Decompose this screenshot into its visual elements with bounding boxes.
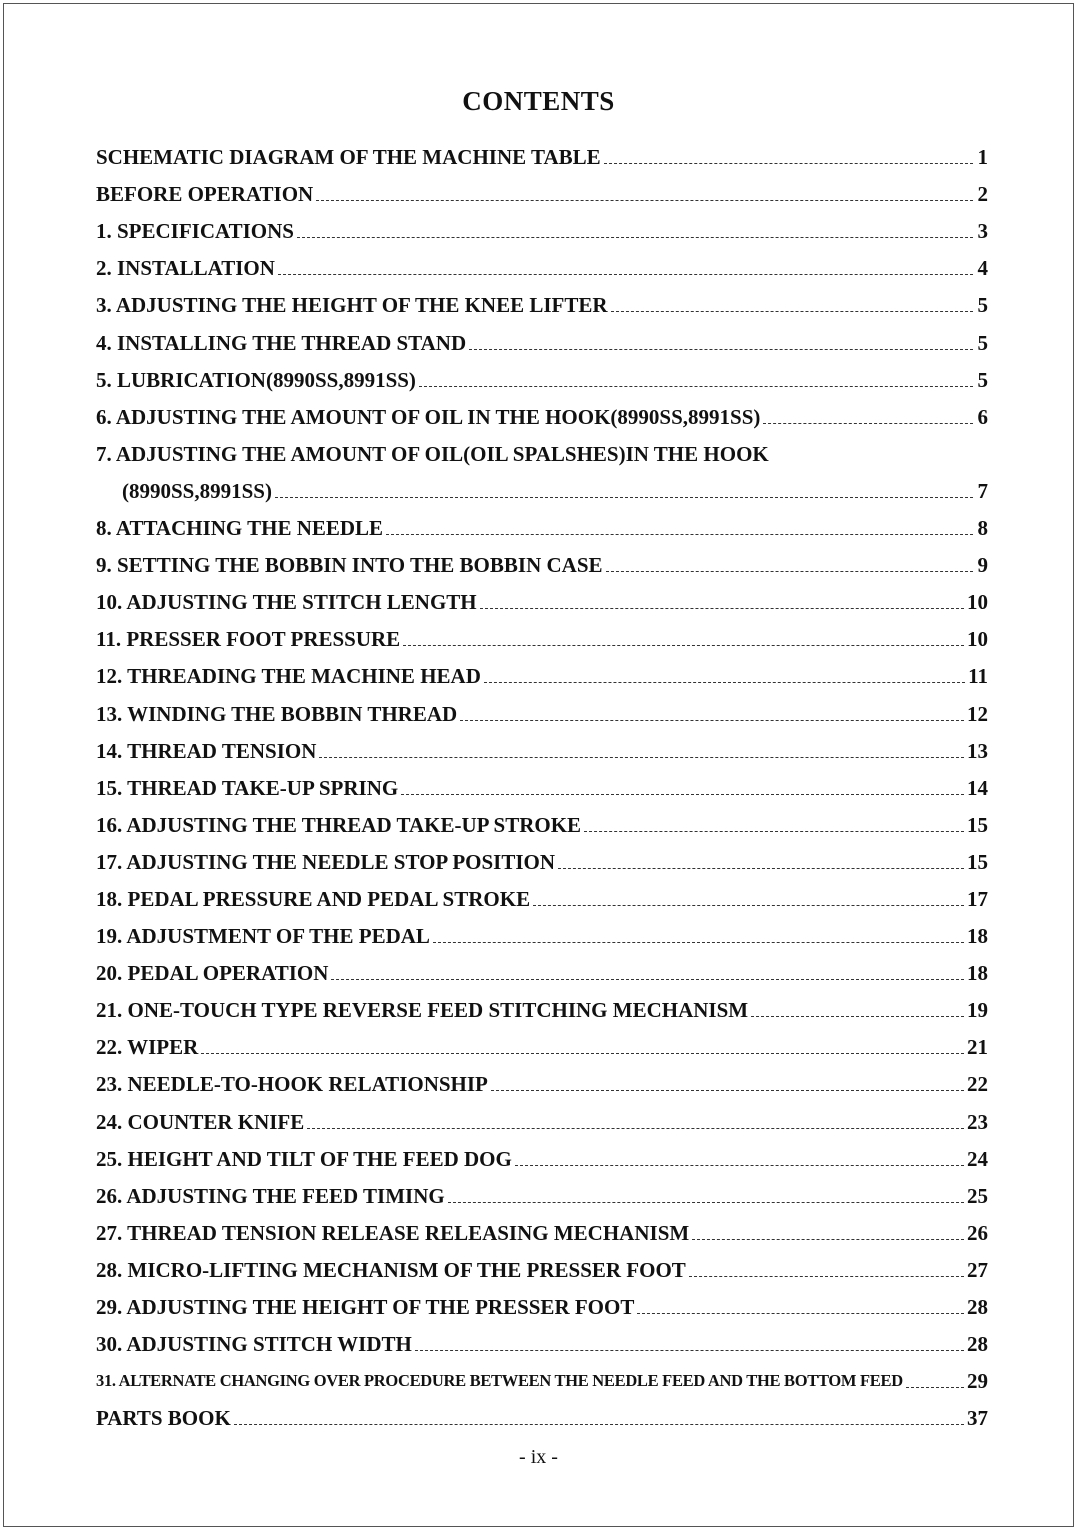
toc-entry[interactable] <box>96 137 988 174</box>
toc-leader-dots <box>606 571 973 572</box>
toc-entry-label: 31. ALTERNATE CHANGING OVER PROCEDURE BETWEEN THE NEEDLE FEED AND THE BOTTOM FEED <box>96 1371 903 1391</box>
toc-entry-label: 14. THREAD TENSION <box>96 738 317 763</box>
toc-entry[interactable] <box>96 953 988 990</box>
toc-leader-dots <box>604 163 973 164</box>
toc-entry-label: 1. SPECIFICATIONS <box>96 219 294 244</box>
toc-entry-label: 4. INSTALLING THE THREAD STAND <box>96 330 467 355</box>
toc-entry-label: 15. THREAD TAKE-UP SPRING <box>96 775 399 800</box>
toc-leader-dots <box>484 682 965 683</box>
toc-page-number: 10 <box>967 627 988 652</box>
toc-page-number: 5 <box>977 367 988 392</box>
toc-leader-dots <box>419 386 973 387</box>
toc-entry-label: 8. ATTACHING THE NEEDLE <box>96 516 384 541</box>
toc-leader-dots <box>751 1016 964 1017</box>
toc-entry-label: 29. ADJUSTING THE HEIGHT OF THE PRESSER FOOT <box>96 1295 635 1319</box>
toc-entry-label: 13. WINDING THE BOBBIN THREAD <box>96 701 458 726</box>
toc-page-number: 5 <box>977 330 988 355</box>
toc-entry-label: 25. HEIGHT AND TILT OF THE FEED DOG <box>96 1146 512 1171</box>
toc-entry-label: 3. ADJUSTING THE HEIGHT OF THE KNEE LIFTER <box>96 293 608 318</box>
toc-leader-dots <box>689 1276 964 1277</box>
toc-entry[interactable] <box>96 285 988 322</box>
toc-entry[interactable] <box>96 916 988 953</box>
toc-entry[interactable] <box>96 1287 988 1324</box>
toc-entry[interactable] <box>96 805 988 842</box>
toc-entry-label: 26. ADJUSTING THE FEED TIMING <box>96 1183 445 1208</box>
toc-leader-dots <box>584 831 964 832</box>
toc-entry-label: 30. ADJUSTING STITCH WIDTH <box>96 1332 412 1357</box>
toc-entry[interactable] <box>96 397 988 434</box>
toc-page-number: 17 <box>967 886 988 911</box>
toc-entry[interactable] <box>96 508 988 545</box>
toc-page-number: 21 <box>967 1035 988 1060</box>
toc-entry-label: 10. ADJUSTING THE STITCH LENGTH <box>96 590 477 615</box>
document-page <box>3 3 1074 1527</box>
toc-leader-dots <box>515 1165 964 1166</box>
toc-entry-label: 6. ADJUSTING THE AMOUNT OF OIL IN THE HOOK(8990SS,8991SS) <box>96 404 761 429</box>
toc-page-number: 1 <box>977 145 988 170</box>
toc-page-number: 5 <box>977 293 988 318</box>
toc-entry[interactable] <box>96 842 988 879</box>
toc-entry[interactable] <box>96 582 988 619</box>
toc-page-number: 2 <box>977 182 988 207</box>
toc-entry-label: BEFORE OPERATION <box>96 182 314 207</box>
toc-entry-label: 7. ADJUSTING THE AMOUNT OF OIL(OIL SPALSHES)IN THE HOOK <box>96 441 769 466</box>
toc-leader-dots <box>480 608 964 609</box>
toc-leader-dots <box>448 1202 964 1203</box>
toc-entry-label: 5. LUBRICATION(8990SS,8991SS) <box>96 367 416 392</box>
toc-entry-label: 24. COUNTER KNIFE <box>96 1109 305 1134</box>
toc-page-number: 26 <box>967 1220 988 1245</box>
toc-leader-dots <box>469 349 973 350</box>
toc-page-number: 12 <box>967 701 988 726</box>
page-number-footer: - ix - <box>519 1446 558 1468</box>
toc-entry[interactable] <box>96 545 988 582</box>
toc-entry[interactable] <box>96 1101 988 1138</box>
toc-page-number: 3 <box>977 219 988 244</box>
toc-entry-label: 9. SETTING THE BOBBIN INTO THE BOBBIN CASE <box>96 553 603 578</box>
toc-page-number: 25 <box>967 1183 988 1208</box>
toc-leader-dots <box>637 1313 964 1314</box>
toc-leader-dots <box>401 794 964 795</box>
toc-leader-dots <box>491 1090 964 1091</box>
toc-entry[interactable] <box>96 731 988 768</box>
toc-page-number: 6 <box>977 404 988 429</box>
toc-page-number: 14 <box>967 775 988 800</box>
toc-leader-dots <box>433 942 964 943</box>
toc-leader-dots <box>906 1387 964 1388</box>
toc-entry[interactable] <box>96 656 988 693</box>
toc-page-number: 18 <box>967 924 988 949</box>
toc-leader-dots <box>386 534 973 535</box>
toc-leader-dots <box>403 645 964 646</box>
toc-leader-dots <box>278 274 973 275</box>
toc-entry-label: 22. WIPER <box>96 1035 199 1060</box>
toc-page-number: 28 <box>967 1332 988 1357</box>
toc-entry-label: 18. PEDAL PRESSURE AND PEDAL STROKE <box>96 886 531 911</box>
toc-entry[interactable] <box>96 693 988 730</box>
toc-page-number: 23 <box>967 1109 988 1134</box>
toc-leader-dots <box>319 757 964 758</box>
toc-page-number: 19 <box>967 998 988 1023</box>
toc-entry-continuation[interactable] <box>96 471 988 508</box>
toc-entry-label: 17. ADJUSTING THE NEEDLE STOP POSITION <box>96 849 556 874</box>
toc-page-number: 15 <box>967 849 988 874</box>
toc-entry-label: (8990SS,8991SS) <box>122 478 272 503</box>
toc-leader-dots <box>533 905 964 906</box>
toc-entry[interactable] <box>96 211 988 248</box>
toc-entry[interactable] <box>96 1176 988 1213</box>
page-title: CONTENTS <box>462 86 615 116</box>
toc-leader-dots <box>275 497 973 498</box>
toc-page-number: 11 <box>968 664 988 689</box>
toc-entry-label: 27. THREAD TENSION RELEASE RELEASING MECHANISM <box>96 1220 690 1245</box>
toc-page-number: 37 <box>967 1406 988 1431</box>
toc-entry-label: PARTS BOOK <box>96 1406 231 1431</box>
toc-page-number: 15 <box>967 812 988 837</box>
toc-leader-dots <box>692 1239 964 1240</box>
toc-leader-dots <box>415 1350 964 1351</box>
toc-page-number: 24 <box>967 1146 988 1171</box>
toc-entry-label: 16. ADJUSTING THE THREAD TAKE-UP STROKE <box>96 812 582 837</box>
toc-entry[interactable] <box>96 768 988 805</box>
toc-entry[interactable] <box>96 1213 988 1250</box>
toc-leader-dots <box>234 1424 964 1425</box>
toc-entry[interactable] <box>96 1027 988 1064</box>
table-of-contents <box>96 137 988 1435</box>
toc-page-number: 28 <box>967 1295 988 1319</box>
toc-entry-label: 20. PEDAL OPERATION <box>96 961 329 986</box>
toc-page-number: 9 <box>977 553 988 578</box>
toc-page-number: 22 <box>967 1072 988 1097</box>
toc-page-number: 29 <box>967 1369 988 1394</box>
toc-entry[interactable] <box>96 434 988 471</box>
toc-entry[interactable] <box>96 360 988 397</box>
toc-entry[interactable] <box>96 1324 988 1361</box>
toc-entry[interactable] <box>96 879 988 916</box>
toc-entry-label: 11. PRESSER FOOT PRESSURE <box>96 627 401 652</box>
toc-entry-label: 23. NEEDLE-TO-HOOK RELATIONSHIP <box>96 1072 488 1097</box>
toc-leader-dots <box>611 311 973 312</box>
toc-entry[interactable] <box>96 990 988 1027</box>
toc-entry[interactable] <box>96 174 988 211</box>
toc-page-number: 7 <box>977 478 988 503</box>
toc-entry-label: 28. MICRO-LIFTING MECHANISM OF THE PRESSER FOOT <box>96 1257 686 1282</box>
toc-entry-label: 19. ADJUSTMENT OF THE PEDAL <box>96 924 430 949</box>
toc-leader-dots <box>201 1053 964 1054</box>
toc-leader-dots <box>316 200 973 201</box>
toc-leader-dots <box>331 979 964 980</box>
toc-entry-label: 2. INSTALLATION <box>96 256 275 281</box>
toc-page-number: 10 <box>967 590 988 615</box>
toc-entry[interactable] <box>96 1250 988 1287</box>
toc-page-number: 18 <box>967 961 988 986</box>
toc-entry[interactable] <box>96 619 988 656</box>
toc-entry-label: 12. THREADING THE MACHINE HEAD <box>96 664 481 689</box>
toc-entry-label: 21. ONE-TOUCH TYPE REVERSE FEED STITCHING MECHANISM <box>96 998 749 1023</box>
toc-leader-dots <box>763 423 973 424</box>
toc-page-number: 13 <box>967 738 988 763</box>
toc-entry[interactable] <box>96 248 988 285</box>
toc-leader-dots <box>460 720 964 721</box>
toc-page-number: 4 <box>977 256 988 281</box>
toc-page-number: 27 <box>967 1257 988 1282</box>
toc-entry[interactable] <box>96 1064 988 1101</box>
toc-entry[interactable] <box>96 322 988 359</box>
toc-leader-dots <box>558 868 964 869</box>
toc-entry[interactable] <box>96 1398 988 1435</box>
toc-entry[interactable] <box>96 1139 988 1176</box>
toc-leader-dots <box>297 237 973 238</box>
toc-page-number: 8 <box>977 516 988 541</box>
toc-leader-dots <box>307 1128 964 1129</box>
toc-entry[interactable] <box>96 1361 988 1398</box>
toc-entry-label: SCHEMATIC DIAGRAM OF THE MACHINE TABLE <box>96 145 601 170</box>
